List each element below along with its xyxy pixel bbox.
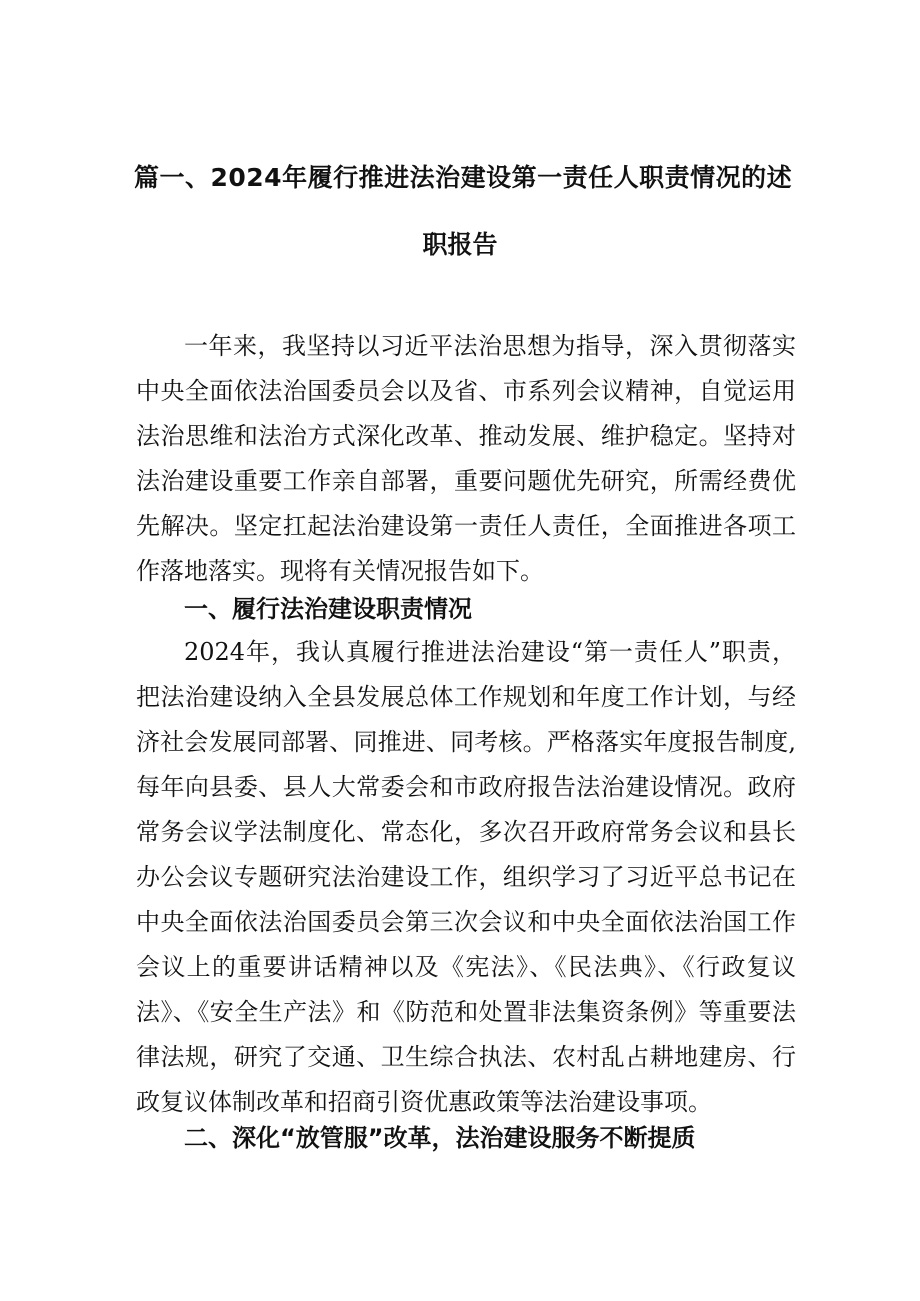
section-heading-1: 一、履行法治建设职责情况 (184, 595, 472, 623)
document-title-line-2: 职报告 (422, 230, 498, 259)
intro-paragraph: 一年来，我坚持以习近平法治思想为指导，深入贯彻落实中央全面依法治国委员会以及省、市系列会议精神，自觉运用法治思维和法治方式深化改革、推动发展、维护稳定。坚持对法治建设重要工作亲自部署，重要问题优先研究，所需经费优先解决。坚定扛起法治建设第一责任人责任，全面推进各项工作落地落实。现将有关情况报告如下。 (136, 332, 796, 585)
section-1-paragraph: 2024年，我认真履行推进法治建设“第一责任人”职责，把法治建设纳入全县发展总体工作规划和年度工作计划，与经济社会发展同部署、同推进、同考核。严格落实年度报告制度,每年向县委、县人大常委会和市政府报告法治建设情况。政府常务会议学法制度化、常态化，多次召开政府常务会议和县长办公会议专题研究法治建设工作，组织学习了习近平总书记在中央全面依法治国委员会第三次会议和中央全面依法治国工作会议上的重要讲话精神以及《宪法》、《民法典》、《行政复议法》、《安全生产法》和《防范和处置非法集资条例》等重要法律法规，研究了交通、卫生综合执法、农村乱占耕地建房、行政复议体制改革和招商引资优惠政策等法治建设事项。 (136, 638, 796, 1116)
section-heading-2: 二、深化“放管服”改革，法治建设服务不断提质 (184, 1124, 696, 1152)
document-title-line-1: 篇一、2024年履行推进法治建设第一责任人职责情况的述 (134, 163, 793, 192)
